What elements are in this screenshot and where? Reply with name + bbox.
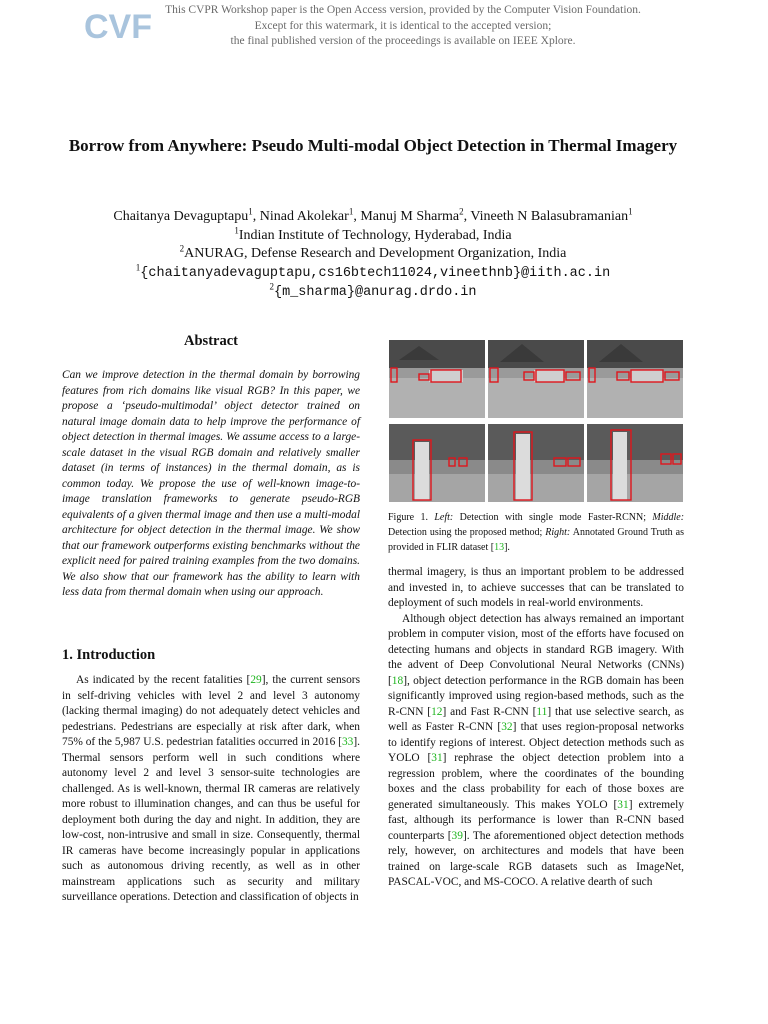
paragraph-text: ] that uses region-proposal networks to identify regions of interest. Object detection methods such as YOLO [ (388, 721, 684, 764)
figure-image-left-pedestrian (389, 424, 485, 502)
paragraph-text: ]. The aforementioned object detection methods rely, however, on architectures and models that have been trained on large-scale RGB datasets such as ImageNet, PASCAL-VOC, and MS-COCO. A relative dearth of such (388, 829, 684, 888)
paragraph-text: ], the current sensors in self-driving vehicles with level 2 and level 3 autonomy (lacking thermal imaging) do not adequately detect vehicles and pedestrians. Pedestrians are especially at risk after dark, when 75% of the 5,987 U.S. pedestrian fatalities occurred in 2016 [ (62, 674, 360, 748)
affiliation-2: $^2$ANURAG, Defense Research and Development Organization, India (179, 243, 567, 261)
affiliation-1: $^1$Indian Institute of Technology, Hyderabad, India (234, 224, 512, 243)
author-names: Chaitanya Devaguptapu$^1$, Ninad Akolekar$^1$, Manuj M Sharma$^2$, Vineeth N Balasubramanian$^1$ (113, 206, 633, 224)
citation-link[interactable]: 39 (451, 829, 463, 842)
paper-title: Borrow from Anywhere: Pseudo Multi-modal Object Detection in Thermal Imagery (68, 136, 678, 155)
introduction-right-column (388, 565, 684, 891)
paragraph-text: ] rephrase the object detection problem into a regression problem, where the coordinates of the bounding boxes and the class probability for each of those boxes are generated simultaneously. This makes YOLO [ (388, 752, 684, 811)
email-2[interactable]: $^2${m_sharma}@anurag.drdo.in (269, 281, 477, 300)
paragraph-text: ]. Thermal sensors perform well in such conditions where autonomy level 2 and level 3 sensor-suite technologies are challenged. As is well-known, thermal IR cameras are relatively more robust to illumination changes, and can thus be useful for deployment both during the day and night. In addition, they are low-cost, non-intrusive and small in size. Consequently, thermal IR cameras have become increasingly popular in applications such as autonomous driving recently, as well as in other mainstream applications such as security and military surveillance operations. Detection and classification of objects in (62, 736, 360, 903)
citation-link[interactable]: 13 (494, 542, 505, 553)
figure-image-right-cars (587, 340, 683, 418)
citation-link[interactable]: 31 (431, 752, 443, 764)
watermark (0, 3, 768, 50)
figure-image-right-pedestrian (587, 424, 683, 502)
paragraph-text: ], object detection performance in the RGB domain has been significantly improved using region-based methods, such as the R-CNN [ (388, 674, 684, 718)
introduction-heading: 1. Introduction (62, 647, 156, 663)
author-block (40, 208, 706, 303)
citation-link[interactable]: 33 (341, 736, 354, 748)
abstract-text: Can we improve detection in the thermal domain by borrowing features from rich domains like visual RGB? In this paper, we propose a ‘pseudo-multimodal’ object detector trained on natural image domain data to help improve the performance of object detection in thermal images. We assume access to a large-scale dataset in the visual RGB domain and relatively smaller dataset (in terms of instances) in the thermal domain, as is common today. We propose the use of well-known image-to-image translation frameworks to generate pseudo-RGB equivalents of a given thermal image and then use a multi-modal architecture for object detection in the thermal image. We show that our framework outperforms existing benchmarks without the explicit need for paired training examples from the two domains. We also show that our framework has the ability to learn with less data from thermal domain when using our approach. (62, 369, 360, 598)
citation-link[interactable]: 29 (250, 674, 262, 686)
paragraph-text: Although object detection has always remained an important problem in computer vision, most of the efforts have focused on detecting humans and objects in standard RGB imagery. With the advent of Deep Convolutional Neural Networks (CNNs) [ (388, 612, 684, 687)
citation-link[interactable]: 18 (391, 674, 404, 687)
abstract-heading: Abstract (184, 333, 238, 349)
figure-image-middle-pedestrian (488, 424, 584, 502)
watermark-line-3: the final published version of the proceedings is available on IEEE Xplore. (230, 35, 576, 47)
intro-paragraph-2 (388, 565, 684, 612)
introduction-left-column (62, 673, 360, 906)
citation-link[interactable]: 32 (501, 721, 513, 733)
watermark-line-2: Except for this watermark, it is identical to the accepted version; (254, 19, 552, 32)
watermark-line-1: This CVPR Workshop paper is the Open Access version, provided by the Computer Vision Foundation. (165, 4, 641, 16)
email-1[interactable]: $^1${chaitanyadevaguptapu,cs16btech11024,vineethnb}@iith.ac.in (135, 261, 611, 281)
figure-image-middle-cars (488, 340, 584, 418)
intro-paragraph-1 (62, 673, 360, 906)
paragraph-text: As indicated by the recent fatalities [ (76, 674, 251, 686)
svg-text:CVF: CVF (84, 8, 152, 46)
paragraph-text: ] that use selective search, as well as Faster R-CNN [ (388, 705, 684, 733)
citation-link[interactable]: 11 (536, 705, 548, 718)
paragraph-text: ] extremely fast, although its performance is lower than R-CNN based counterparts [ (388, 798, 684, 842)
intro-paragraph-3 (388, 612, 684, 891)
citation-link[interactable]: 12 (431, 705, 443, 718)
paragraph-text: thermal imagery, is thus an important problem to be addressed and invested in, to achieve successes that can be translated to deployment of such models in real-world environments. (388, 566, 684, 609)
citation-link[interactable]: 31 (617, 798, 629, 811)
paragraph-text: ] and Fast R-CNN [ (442, 705, 537, 718)
figure-1 (389, 340, 683, 504)
figure-image-left-cars (389, 340, 485, 418)
figure-1-caption: Figure 1. Left: Detection with single mode Faster-RCNN; Middle: Detection using the proposed method; Right: Annotated Ground Truth as provided in FLIR dataset [13]. (388, 512, 685, 553)
